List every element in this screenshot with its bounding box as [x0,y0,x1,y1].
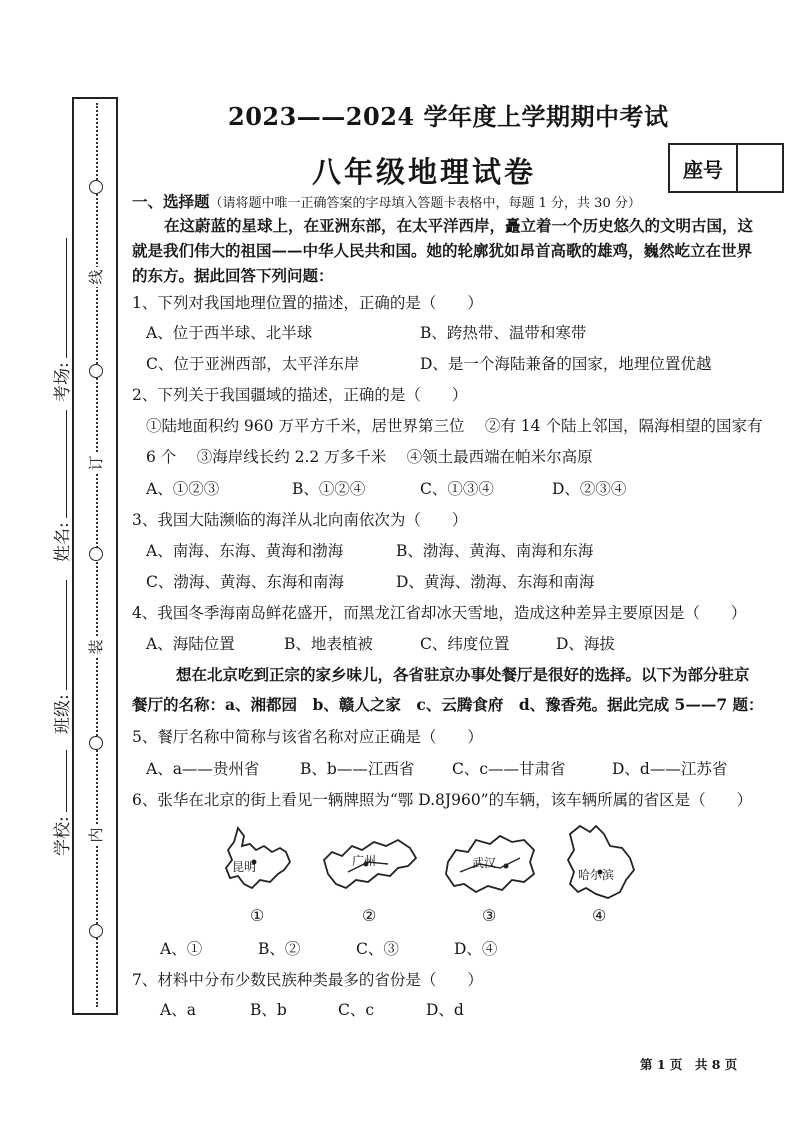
section-heading: 一、选择题 [132,192,210,211]
question-stem-1: 1、下列对我国地理位置的描述，正确的是（ ） [132,294,483,312]
option-1c[interactable]: C、位于亚洲西部，太平洋东岸 [146,355,360,373]
map-number: ② [362,906,377,925]
passage-line: 餐厅的名称：a、湘都园 b、赣人之家 c、云腾食府 d、豫香苑。据此完成 5——7 题： [132,695,764,714]
seat-number-box [668,143,784,193]
binding-hole-icon [89,180,103,194]
option-7d[interactable]: D、d [426,1001,464,1019]
option-2a[interactable]: A、①②③ [146,480,220,498]
page-number: 第 1 页 共 8 页 [640,1057,738,1072]
map-number: ③ [482,906,497,925]
name-fill-line[interactable] [66,410,67,518]
question-stem-6: 6、张华在北京的街上看见一辆牌照为“鄂 D.8J960”的车辆，该车辆所属的省区是（ ） [132,791,753,809]
heilongjiang-map-icon [560,820,640,904]
option-6a[interactable]: A、① [160,940,203,958]
option-3a[interactable]: A、南海、东海、黄海和渤海 [146,542,344,560]
option-5d[interactable]: D、d——江苏省 [612,760,728,778]
binding-char-line: 线 [87,267,105,287]
exam-subtitle: 八年级地理试卷 [312,155,537,189]
name-label: 姓名: [53,522,73,562]
option-4a[interactable]: A、海陆位置 [146,635,235,653]
section-heading-row [132,192,641,214]
option-5c[interactable]: C、c——甘肃省 [452,760,566,778]
question-stem-5: 5、餐厅名称中简称与该省名称对应正确是（ ） [132,728,483,746]
option-3b[interactable]: B、渤海、黄海、南海和东海 [396,542,594,560]
question-stem-2: 2、下列关于我国疆域的描述，正确的是（ ） [132,386,468,404]
seat-number-field[interactable] [738,145,782,191]
question-stem-7: 7、材料中分布少数民族种类最多的省份是（ ） [132,971,483,989]
map-city-label: 广州 [352,854,377,868]
binding-char-pack: 装 [87,637,105,657]
option-6c[interactable]: C、③ [356,940,399,958]
school-fill-line[interactable] [66,750,67,812]
option-5a[interactable]: A、a——贵州省 [146,760,260,778]
option-6b[interactable]: B、② [258,940,301,958]
statement-line: 6 个 ③海岸线长约 2.2 万多千米 ④领土最西端在帕米尔高原 [146,448,593,466]
map-number: ④ [592,906,607,925]
question-stem-4: 4、我国冬季海南岛鲜花盛开，而黑龙江省却冰天雪地，造成这种差异主要原因是（ ） [132,604,747,622]
seat-number-label: 座号 [670,145,738,191]
binding-hole-icon [89,924,103,938]
passage-line: 想在北京吃到正宗的家乡味儿，各省驻京办事处餐厅是很好的选择。以下为部分驻京 [176,665,750,684]
option-5b[interactable]: B、b——江西省 [300,760,415,778]
option-7c[interactable]: C、c [338,1001,375,1019]
statement-line: ①陆地面积约 960 万平方千米，居世界第三位 ②有 14 个陆上邻国，隔海相望的国家有 [146,417,763,435]
option-2c[interactable]: C、①③④ [420,480,494,498]
binding-char-bind: 订 [87,453,105,473]
exam-room-fill-line[interactable] [66,238,67,358]
map-city-label: 哈尔滨 [578,868,615,882]
option-7b[interactable]: B、b [250,1001,287,1019]
option-4d[interactable]: D、海拔 [556,635,615,653]
option-7a[interactable]: A、a [160,1001,196,1019]
school-label: 学校: [53,816,73,856]
intro-line: 就是我们伟大的祖国——中华人民共和国。她的轮廓犹如昂首高歌的雄鸡，巍然屹立在世界 [132,241,753,260]
option-3d[interactable]: D、黄海、渤海、东海和南海 [396,573,595,591]
option-1b[interactable]: B、跨热带、温带和寒带 [420,324,587,342]
map-city-label: 武汉 [472,856,497,870]
class-fill-line[interactable] [66,580,67,690]
intro-line: 的东方。据此回答下列问题： [132,266,334,285]
map-number: ① [250,906,265,925]
binding-hole-icon [89,364,103,378]
exam-title: 2023——2024 学年度上学期期中考试 [228,102,669,131]
exam-room-label: 考场: [53,362,73,402]
class-label: 班级: [53,694,73,734]
question-stem-3: 3、我国大陆濒临的海洋从北向南依次为（ ） [132,511,468,529]
binding-hole-icon [89,736,103,750]
intro-line: 在这蔚蓝的星球上，在亚洲东部，在太平洋西岸，矗立着一个历史悠久的文明古国，这 [164,216,754,235]
option-4c[interactable]: C、纬度位置 [420,635,510,653]
binding-char-inside: 内 [87,825,105,845]
option-2d[interactable]: D、②③④ [552,480,627,498]
binding-hole-icon [89,547,103,561]
option-3c[interactable]: C、渤海、黄海、东海和南海 [146,573,344,591]
map-city-label: 昆明 [232,860,257,874]
option-4b[interactable]: B、地表植被 [284,635,373,653]
section-instruction: （请将题中唯一正确答案的字母填入答题卡表格中，每题 1 分，共 30 分） [209,196,641,211]
option-1d[interactable]: D、是一个海陆兼备的国家，地理位置优越 [420,355,712,373]
option-6d[interactable]: D、④ [454,940,498,958]
option-1a[interactable]: A、位于西半球、北半球 [146,324,313,342]
option-2b[interactable]: B、①②④ [292,480,366,498]
